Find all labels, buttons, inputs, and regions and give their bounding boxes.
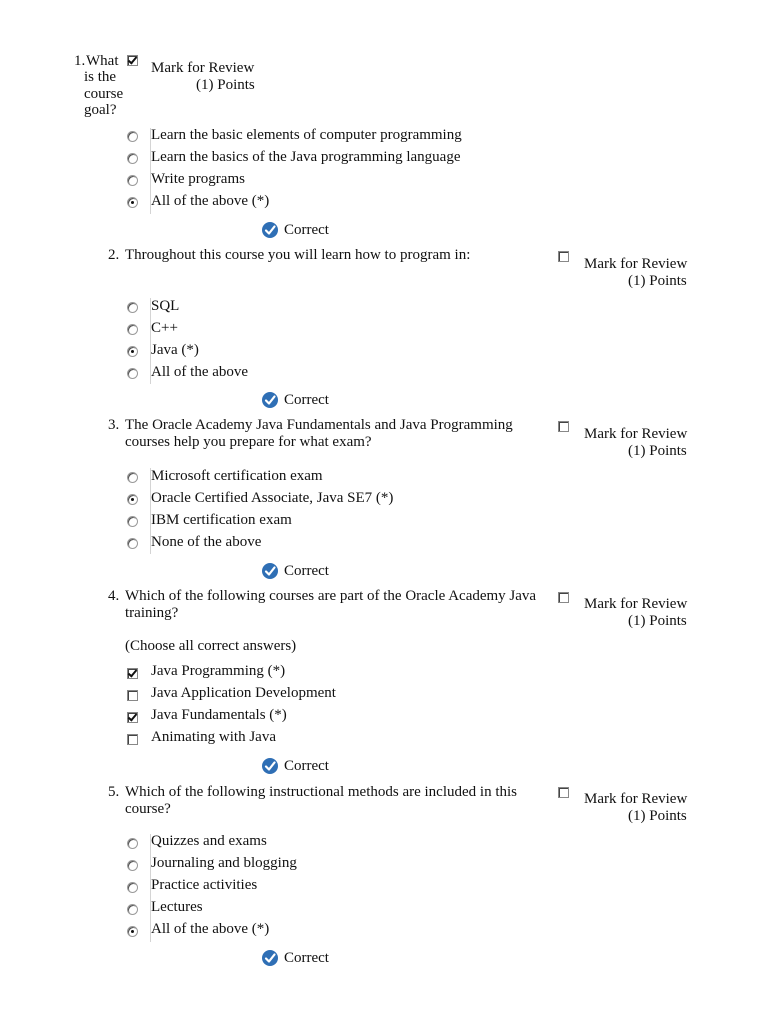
option-radio-selected[interactable] [127,346,138,357]
option-radio[interactable] [127,302,138,313]
option-label: C++ [151,320,178,336]
question-text: Throughout this course you will learn how to program in: [125,247,471,263]
option-label: Lectures [151,899,203,915]
option-label: Animating with Java [151,729,276,745]
question-text-line: Which of the following courses are part of the Oracle Academy Java [125,588,537,604]
option-radio[interactable] [127,538,138,549]
mark-for-review-checkbox[interactable] [127,55,138,66]
mark-for-review-label: Mark for Review [584,596,688,612]
points-label: (1) Points [628,443,687,459]
check-circle-icon [262,563,278,579]
option-radio[interactable] [127,838,138,849]
question-text-line: training? [125,605,179,621]
check-circle-icon [262,392,278,408]
option-label: IBM certification exam [151,512,292,528]
question-number: 4. [108,588,120,604]
option-radio-selected[interactable] [127,926,138,937]
option-radio[interactable] [127,131,138,142]
check-circle-icon [262,222,278,238]
mark-for-review-checkbox[interactable] [558,592,569,603]
points-label: (1) Points [628,613,687,629]
mark-for-review-label: Mark for Review [151,60,255,76]
option-label: Oracle Certified Associate, Java SE7 (*) [151,490,394,506]
option-label: Microsoft certification exam [151,468,323,484]
question-text-line: Which of the following instructional methods are included in this [125,784,517,800]
option-label: Write programs [151,171,245,187]
option-radio[interactable] [127,882,138,893]
correct-label: Correct [284,563,329,579]
option-label: None of the above [151,534,262,550]
question-text-line: What [86,53,119,69]
option-checkbox[interactable] [127,690,138,701]
points-label: (1) Points [196,77,255,93]
points-label: (1) Points [628,273,687,289]
correct-label: Correct [284,950,329,966]
check-circle-icon [262,758,278,774]
option-radio-selected[interactable] [127,494,138,505]
mark-for-review-checkbox[interactable] [558,787,569,798]
mark-for-review-label: Mark for Review [584,791,688,807]
question-number: 1. [74,53,86,69]
question-text-line: The Oracle Academy Java Fundamentals and Java Programming [125,417,513,433]
option-label: Java Fundamentals (*) [151,707,287,723]
check-circle-icon [262,950,278,966]
option-label: Java (*) [151,342,199,358]
option-label: Journaling and blogging [151,855,297,871]
mark-for-review-checkbox[interactable] [558,421,569,432]
option-label: Learn the basics of the Java programming language [151,149,461,165]
question-text-line: course [84,86,124,102]
question-number: 3. [108,417,120,433]
option-label: All of the above [151,364,249,380]
option-checkbox[interactable] [127,734,138,745]
option-radio[interactable] [127,472,138,483]
question-text-line: goal? [84,102,117,118]
question-instruction: (Choose all correct answers) [125,638,297,654]
option-radio[interactable] [127,516,138,527]
option-radio[interactable] [127,324,138,335]
mark-for-review-label: Mark for Review [584,256,688,272]
mark-for-review-checkbox[interactable] [558,251,569,262]
option-label: Learn the basic elements of computer programming [151,127,462,143]
correct-label: Correct [284,392,329,408]
option-label: All of the above (*) [151,193,270,209]
option-label: Java Application Development [151,685,336,701]
points-label: (1) Points [628,808,687,824]
option-radio[interactable] [127,860,138,871]
option-label: Quizzes and exams [151,833,267,849]
option-label: SQL [151,298,180,314]
question-text-line: courses help you prepare for what exam? [125,434,372,450]
option-radio[interactable] [127,368,138,379]
option-checkbox-checked[interactable] [127,668,138,679]
option-radio[interactable] [127,175,138,186]
correct-label: Correct [284,758,329,774]
question-number: 5. [108,784,120,800]
question-text-line: is the [84,69,117,85]
question-number: 2. [108,247,120,263]
option-label: Practice activities [151,877,258,893]
option-label: All of the above (*) [151,921,270,937]
option-label: Java Programming (*) [151,663,286,679]
option-checkbox-checked[interactable] [127,712,138,723]
question-text-line: course? [125,801,171,817]
option-radio[interactable] [127,153,138,164]
option-radio-selected[interactable] [127,197,138,208]
mark-for-review-label: Mark for Review [584,426,688,442]
option-radio[interactable] [127,904,138,915]
correct-label: Correct [284,222,329,238]
